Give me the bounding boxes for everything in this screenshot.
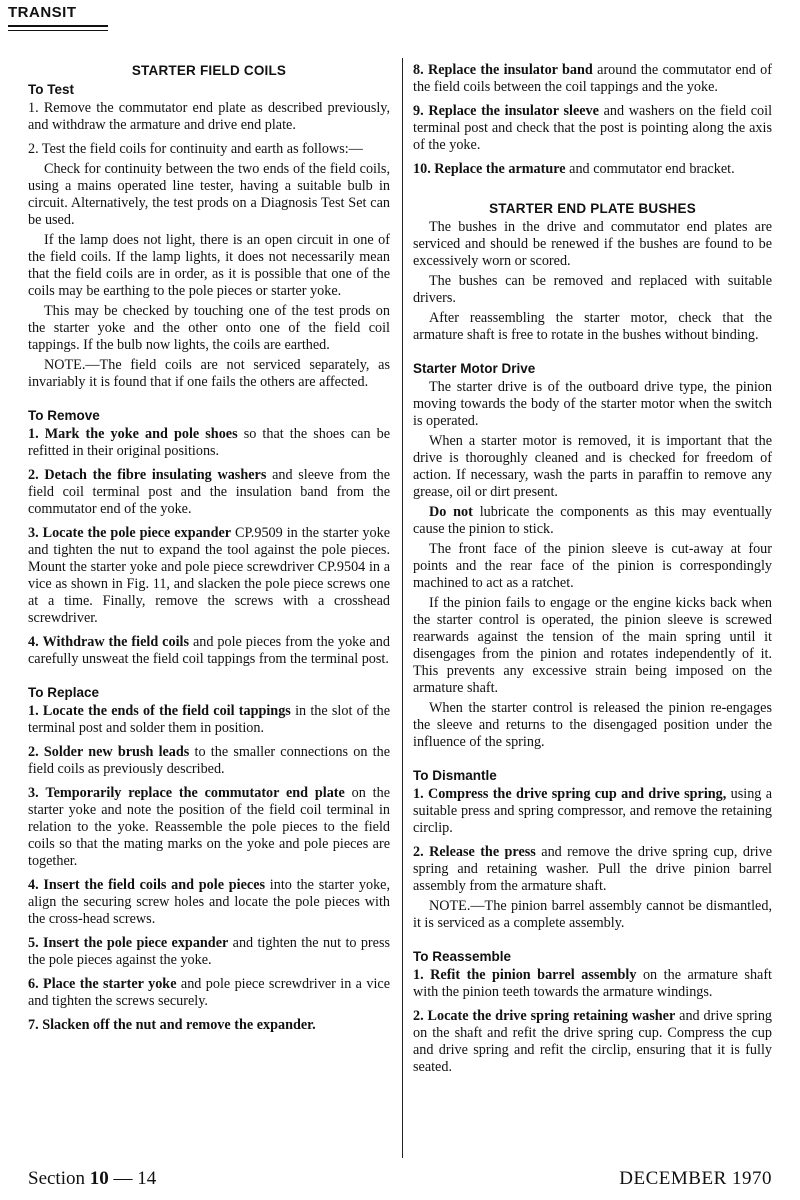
step-number: 4. [28,634,39,650]
step-emphasis: Insert the field coils and pole pieces [43,877,266,893]
replace-step-8 [413,62,772,96]
step-text: so that the shoes can be refitted in their original positions. [28,426,391,459]
step-emphasis: Locate the drive spring retaining washer [427,1008,676,1024]
drive-paragraph-4: The front face of the pinion sleeve is cut-away at four points and the rear face of the pinion is correspondingly machined to act as a ratchet. [413,541,772,591]
header-rule-thin [8,30,108,31]
heading-starter-motor-drive: Starter Motor Drive [413,361,536,376]
left-column [28,62,390,1041]
step-number: 1. [28,703,39,719]
footer-section-number: 10 [89,1168,109,1189]
heading-to-dismantle: To Dismantle [413,768,497,783]
replace-step-10 [413,161,772,178]
step-number: 6. [28,976,39,992]
footer-section-label: Section [28,1168,85,1189]
step-emphasis: Mark the yoke and pole shoes [44,426,238,442]
bushes-paragraph-1: The bushes in the drive and commutator end plates are serviced and should be renewed if the bushes are found to be excessively worn or scored. [413,219,772,269]
replace-step-3 [28,785,390,870]
replace-step-6 [28,976,390,1010]
remove-step-1 [28,426,390,460]
remove-step-3 [28,525,390,627]
step-number: 10. [413,161,431,177]
step-text: on the armature shaft with the pinion teeth towards the armature windings. [413,967,772,1000]
drive-paragraph-2: When a starter motor is removed, it is important that the drive is thoroughly cleaned and is checked for freedom of action. If necessary, wash the parts in paraffin to remove any grease, oil or dirt present. [413,433,772,500]
test-paragraph-lamp: If the lamp does not light, there is an open circuit in one of the field coils. If the lamp lights, it does not necessarily mean that the field coils are in order, as it is possible that one of the coils may be earthing to the pole pieces or starter yoke. [28,232,390,299]
step-number: 4. [28,877,39,893]
replace-step-2 [28,744,390,778]
right-column [413,62,772,1083]
drive-paragraph-3 [413,504,772,538]
step-number: 2. [413,1008,424,1024]
test-step-1: 1. Remove the commutator end plate as described previously, and withdraw the armature and drive end plate. [28,100,390,133]
column-divider [402,58,403,1158]
step-emphasis: Detach the fibre insulating washers [44,467,267,483]
step-emphasis: Temporarily replace the commutator end plate [45,785,345,801]
step-number: 1. [413,967,424,983]
footer-section [28,1168,156,1190]
step-emphasis: Locate the ends of the field coil tappings [42,703,291,719]
header-title: TRANSIT [8,4,77,21]
step-emphasis: Refit the pinion barrel assembly [430,967,637,983]
step-text: on the starter yoke and note the position of the field coil terminal in relation to the yoke. Reassemble the pole pieces to the field coils so that the mating marks on the yoke and pole pieces are together. [28,785,390,869]
remove-step-2 [28,467,390,518]
step-number: 5. [28,935,39,951]
heading-to-replace: To Replace [28,685,100,700]
header-rule [8,25,108,27]
step-emphasis: Release the press [429,844,536,860]
test-paragraph-earth: This may be checked by touching one of the test prods on the starter yoke and the other onto one of the field coil tappings. If the bulb now lights, the coils are earthed. [28,303,390,353]
test-note: NOTE.—The field coils are not serviced separately, as invariably it is found that if one fails the others are affected. [28,357,390,390]
step-text: into the starter yoke, align the securing screw holes and locate the pole pieces with the cross-head screws. [28,877,391,927]
test-step-2: 2. Test the field coils for continuity and earth as follows:— [28,141,363,157]
drive-paragraph-1: The starter drive is of the outboard drive type, the pinion moving towards the body of the starter motor when the switch is operated. [413,379,772,429]
step-emphasis: Locate the pole piece expander [42,525,232,541]
replace-step-1 [28,703,390,737]
step-text: and drive spring on the shaft and refit the drive spring cup. Compress the cup and drive spring and refit the circlip, ensuring that it is fully seated. [413,1008,773,1075]
step-number: 2. [413,844,424,860]
step-emphasis: Replace the insulator band [427,62,593,78]
drive-paragraph-6: When the starter control is released the pinion re-engages the sleeve and returns to the disengaged position under the influence of the spring. [413,700,772,750]
replace-step-7 [28,1017,390,1034]
step-text: and remove the drive spring cup, drive spring and retaining washer. Pull the drive pinion barrel assembly from the armature shaft. [413,844,773,894]
step-text: CP.9509 in the starter yoke and tighten the nut to expand the tool against the pole pieces. Mount the starter yoke and pole piece screwdriver CP.9504 in a vice as shown in Fig. 11, and slacken the pole piece screws one at a time. Finally, remove the screws with a crosshead screwdriver. [28,525,390,626]
step-text: to the smaller connections on the field coils as previously described. [28,744,391,777]
step-emphasis: Solder new brush leads [43,744,190,760]
bushes-paragraph-2: The bushes can be removed and replaced with suitable drivers. [413,273,772,306]
step-number: 3. [28,785,39,801]
replace-step-4 [28,877,390,928]
step-text: and tighten the nut to press the pole pieces against the yoke. [28,935,390,968]
page-header [8,4,77,22]
replace-step-9 [413,103,772,154]
drive-emphasis: Do not [429,504,473,520]
dismantle-step-1 [413,786,772,837]
drive-paragraph-5: If the pinion fails to engage or the engine kicks back when the starter control is operated, the pinion sleeve is screwed rearwards against the tension of the main spring until it disengages from the pinion and rotates independently of it. This prevents any excessive strain being imposed on the armature shaft. [413,595,772,696]
step-number: 8. [413,62,424,78]
footer-date: DECEMBER 1970 [619,1168,772,1189]
bushes-paragraph-3: After reassembling the starter motor, check that the armature shaft is free to rotate in the bushes without binding. [413,310,772,343]
step-number: 7. [28,1017,39,1033]
step-emphasis: Replace the insulator sleeve [428,103,599,119]
heading-to-remove: To Remove [28,408,100,423]
step-text: and pole piece screwdriver in a vice and tighten the screws securely. [28,976,390,1009]
step-text: and washers on the field coil terminal post and check that the post is pointing along the axis of the yoke. [413,103,773,153]
step-number: 2. [28,744,39,760]
step-number: 3. [28,525,39,541]
section-title-bushes: STARTER END PLATE BUSHES [489,201,696,216]
step-text: around the commutator end of the field coils between the coil tappings and the yoke. [413,62,773,95]
reassemble-step-2 [413,1008,772,1076]
section-title-field-coils: STARTER FIELD COILS [131,63,287,78]
footer-page-number: — 14 [113,1168,157,1189]
step-text: and commutator end bracket. [569,161,735,177]
dismantle-step-2 [413,844,772,895]
dismantle-note: NOTE.—The pinion barrel assembly cannot be dismantled, it is serviced as a complete assembly. [413,898,772,931]
step-number: 1. [28,426,39,442]
step-text: using a suitable press and spring compressor, and remove the retaining circlip. [413,786,773,836]
step-emphasis: Place the starter yoke [43,976,177,992]
remove-step-4 [28,634,390,668]
step-emphasis: Insert the pole piece expander [43,935,229,951]
drive-text: lubricate the components as this may eventually cause the pinion to stick. [413,504,772,537]
heading-to-test: To Test [28,82,74,97]
step-number: 2. [28,467,39,483]
step-number: 9. [413,103,424,119]
test-paragraph-continuity: Check for continuity between the two ends of the field coils, using a mains operated line tester, having a suitable bulb in circuit. Alternatively, the test prods on a Diagnosis Test Set can be used. [28,161,390,228]
step-text: and pole pieces from the yoke and carefully unsweat the field coil tappings from the terminal post. [28,634,390,667]
step-number: 1. [413,786,424,802]
step-emphasis: Slacken off the nut and remove the expander. [42,1017,316,1033]
step-emphasis: Compress the drive spring cup and drive spring, [427,786,727,802]
step-text: and sleeve from the field coil terminal post and the insulation band from the commutator end of the yoke. [28,467,391,517]
step-text: in the slot of the terminal post and solder them in position. [28,703,391,736]
heading-to-reassemble: To Reassemble [413,949,512,964]
step-emphasis: Withdraw the field coils [42,634,189,650]
replace-step-5 [28,935,390,969]
reassemble-step-1 [413,967,772,1001]
step-emphasis: Replace the armature [434,161,566,177]
